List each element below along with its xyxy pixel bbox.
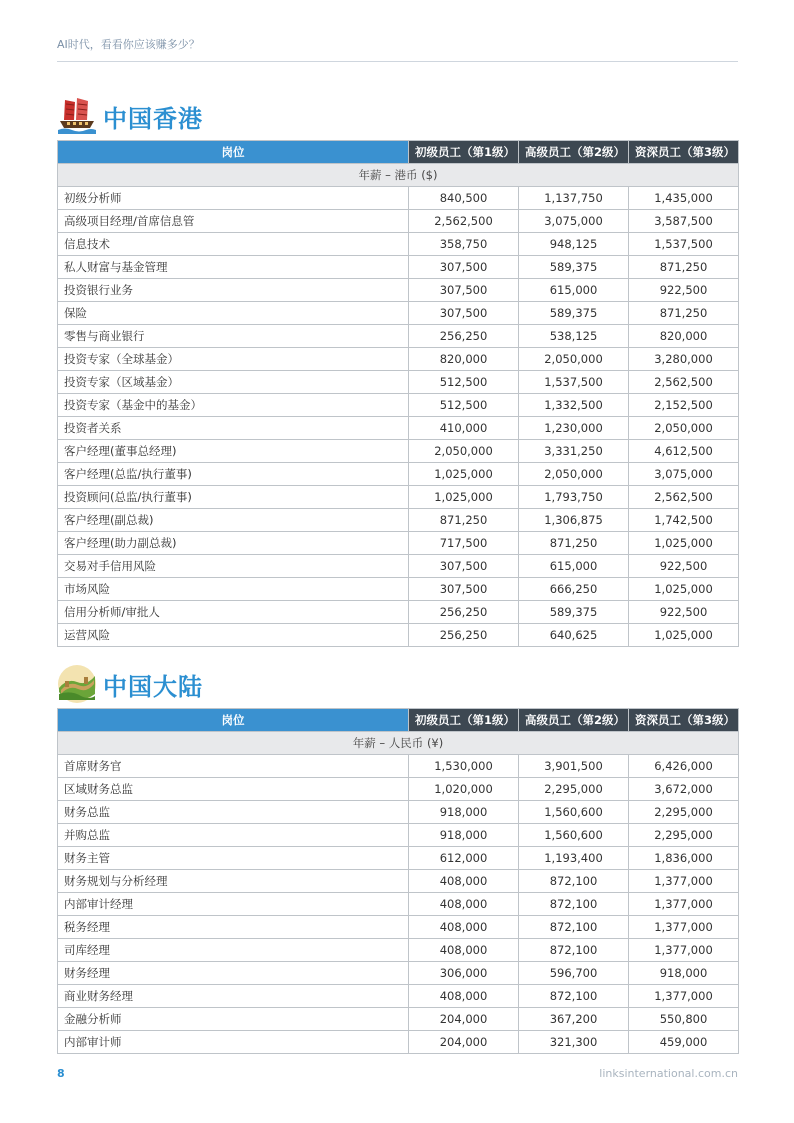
great-wall-icon (57, 664, 97, 704)
column-header-level-1: 初级员工（第1级） (409, 141, 519, 164)
salary-level-2-cell: 596,700 (519, 962, 629, 985)
position-name-cell: 投资专家（区域基金） (58, 371, 409, 394)
table-row (58, 210, 739, 233)
salary-level-3-cell: 1,025,000 (629, 624, 739, 647)
salary-level-3-cell: 1,742,500 (629, 509, 739, 532)
salary-level-1-cell: 871,250 (409, 509, 519, 532)
table-row (58, 371, 739, 394)
salary-level-2-cell: 872,100 (519, 985, 629, 1008)
position-name-cell: 客户经理(副总裁) (58, 509, 409, 532)
position-name-cell: 投资专家（基金中的基金） (58, 394, 409, 417)
salary-level-1-cell: 307,500 (409, 256, 519, 279)
header-title: AI时代，看看你应该赚多少？ (57, 38, 200, 51)
salary-level-2-cell: 321,300 (519, 1031, 629, 1054)
salary-level-1-cell: 307,500 (409, 302, 519, 325)
salary-level-3-cell: 1,025,000 (629, 532, 739, 555)
salary-level-1-cell: 408,000 (409, 870, 519, 893)
position-name-cell: 财务主管 (58, 847, 409, 870)
salary-level-3-cell: 459,000 (629, 1031, 739, 1054)
salary-level-1-cell: 256,250 (409, 325, 519, 348)
section-title-hong-kong (57, 96, 203, 136)
table-row (58, 440, 739, 463)
salary-level-3-cell: 1,377,000 (629, 870, 739, 893)
footer-url: linksinternational.com.cn (599, 1067, 738, 1080)
position-name-cell: 区域财务总监 (58, 778, 409, 801)
salary-level-3-cell: 1,537,500 (629, 233, 739, 256)
salary-level-2-cell: 871,250 (519, 532, 629, 555)
salary-level-2-cell: 1,332,500 (519, 394, 629, 417)
table-row (58, 279, 739, 302)
table-body (58, 732, 739, 1054)
salary-level-2-cell: 872,100 (519, 939, 629, 962)
salary-level-1-cell: 408,000 (409, 939, 519, 962)
salary-level-1-cell: 358,750 (409, 233, 519, 256)
column-header-position: 岗位 (58, 709, 409, 732)
table-row (58, 325, 739, 348)
salary-level-1-cell: 410,000 (409, 417, 519, 440)
salary-level-2-cell: 2,050,000 (519, 463, 629, 486)
salary-level-1-cell: 306,000 (409, 962, 519, 985)
salary-level-2-cell: 1,560,600 (519, 801, 629, 824)
salary-level-3-cell: 2,295,000 (629, 824, 739, 847)
position-name-cell: 内部审计师 (58, 1031, 409, 1054)
position-name-cell: 内部审计经理 (58, 893, 409, 916)
table-row (58, 302, 739, 325)
table-row (58, 847, 739, 870)
salary-level-2-cell: 615,000 (519, 279, 629, 302)
salary-level-1-cell: 307,500 (409, 578, 519, 601)
position-name-cell: 财务规划与分析经理 (58, 870, 409, 893)
position-name-cell: 客户经理(董事总经理) (58, 440, 409, 463)
salary-level-2-cell: 2,050,000 (519, 348, 629, 371)
salary-level-3-cell: 1,377,000 (629, 939, 739, 962)
salary-level-3-cell: 1,377,000 (629, 893, 739, 916)
salary-level-3-cell: 2,295,000 (629, 801, 739, 824)
salary-level-3-cell: 820,000 (629, 325, 739, 348)
salary-level-1-cell: 307,500 (409, 555, 519, 578)
position-name-cell: 市场风险 (58, 578, 409, 601)
table-row (58, 348, 739, 371)
salary-level-2-cell: 589,375 (519, 302, 629, 325)
salary-level-3-cell: 922,500 (629, 601, 739, 624)
table-row (58, 755, 739, 778)
salary-level-1-cell: 717,500 (409, 532, 519, 555)
currency-subheader: 年薪 – 人民币 (¥) (58, 732, 739, 755)
position-name-cell: 私人财富与基金管理 (58, 256, 409, 279)
salary-level-3-cell: 6,426,000 (629, 755, 739, 778)
salary-level-2-cell: 3,331,250 (519, 440, 629, 463)
salary-table-mainland-china (57, 708, 739, 1054)
page-number: 8 (57, 1067, 65, 1080)
table-row (58, 1031, 739, 1054)
salary-level-3-cell: 2,562,500 (629, 486, 739, 509)
salary-level-2-cell: 1,306,875 (519, 509, 629, 532)
table-row (58, 417, 739, 440)
table-row (58, 486, 739, 509)
salary-level-1-cell: 408,000 (409, 985, 519, 1008)
salary-level-3-cell: 1,025,000 (629, 578, 739, 601)
salary-level-1-cell: 256,250 (409, 601, 519, 624)
salary-level-2-cell: 640,625 (519, 624, 629, 647)
column-header-level-2: 高级员工（第2级） (519, 141, 629, 164)
salary-level-3-cell: 922,500 (629, 279, 739, 302)
salary-level-1-cell: 918,000 (409, 801, 519, 824)
table-row (58, 939, 739, 962)
table-row (58, 1008, 739, 1031)
column-header-level-2: 高级员工（第2级） (519, 709, 629, 732)
table-body (58, 164, 739, 647)
salary-level-2-cell: 872,100 (519, 870, 629, 893)
column-header-level-3: 资深员工（第3级） (629, 709, 739, 732)
table-row (58, 578, 739, 601)
salary-level-3-cell: 3,075,000 (629, 463, 739, 486)
salary-level-1-cell: 1,025,000 (409, 486, 519, 509)
salary-level-3-cell: 2,562,500 (629, 371, 739, 394)
position-name-cell: 高级项目经理/首席信息管 (58, 210, 409, 233)
salary-level-1-cell: 204,000 (409, 1008, 519, 1031)
salary-level-1-cell: 820,000 (409, 348, 519, 371)
salary-level-1-cell: 2,050,000 (409, 440, 519, 463)
salary-level-2-cell: 1,537,500 (519, 371, 629, 394)
column-header-level-1: 初级员工（第1级） (409, 709, 519, 732)
table-row (58, 256, 739, 279)
table-subheader-row (58, 732, 739, 755)
table-row (58, 778, 739, 801)
salary-level-2-cell: 2,295,000 (519, 778, 629, 801)
salary-level-2-cell: 3,901,500 (519, 755, 629, 778)
salary-level-2-cell: 367,200 (519, 1008, 629, 1031)
salary-level-2-cell: 1,230,000 (519, 417, 629, 440)
position-name-cell: 信用分析师/审批人 (58, 601, 409, 624)
salary-level-3-cell: 4,612,500 (629, 440, 739, 463)
position-name-cell: 客户经理(总监/执行董事) (58, 463, 409, 486)
salary-level-3-cell: 2,050,000 (629, 417, 739, 440)
salary-level-2-cell: 3,075,000 (519, 210, 629, 233)
salary-level-1-cell: 1,020,000 (409, 778, 519, 801)
salary-level-1-cell: 512,500 (409, 394, 519, 417)
salary-level-1-cell: 612,000 (409, 847, 519, 870)
position-name-cell: 零售与商业银行 (58, 325, 409, 348)
section-title-label: 中国大陆 (103, 672, 203, 701)
salary-level-2-cell: 872,100 (519, 893, 629, 916)
salary-level-3-cell: 871,250 (629, 256, 739, 279)
salary-level-2-cell: 615,000 (519, 555, 629, 578)
salary-level-1-cell: 1,025,000 (409, 463, 519, 486)
table-row (58, 509, 739, 532)
salary-level-1-cell: 512,500 (409, 371, 519, 394)
salary-level-2-cell: 538,125 (519, 325, 629, 348)
table-row (58, 801, 739, 824)
page-header (57, 36, 738, 62)
table-header-row (58, 141, 739, 164)
salary-level-2-cell: 948,125 (519, 233, 629, 256)
table-row (58, 463, 739, 486)
position-name-cell: 并购总监 (58, 824, 409, 847)
table-row (58, 187, 739, 210)
table-row (58, 601, 739, 624)
table-row (58, 824, 739, 847)
salary-level-3-cell: 1,836,000 (629, 847, 739, 870)
salary-level-2-cell: 589,375 (519, 256, 629, 279)
salary-level-2-cell: 1,560,600 (519, 824, 629, 847)
table-row (58, 870, 739, 893)
section-title-label: 中国香港 (103, 104, 203, 133)
salary-level-1-cell: 918,000 (409, 824, 519, 847)
salary-level-1-cell: 256,250 (409, 624, 519, 647)
salary-level-2-cell: 1,137,750 (519, 187, 629, 210)
section-title-mainland-china (57, 664, 203, 704)
junk-boat-icon (57, 96, 97, 136)
table-header-row (58, 709, 739, 732)
position-name-cell: 财务总监 (58, 801, 409, 824)
position-name-cell: 首席财务官 (58, 755, 409, 778)
salary-level-3-cell: 922,500 (629, 555, 739, 578)
position-name-cell: 运营风险 (58, 624, 409, 647)
salary-level-1-cell: 408,000 (409, 916, 519, 939)
currency-subheader: 年薪 – 港币 ($) (58, 164, 739, 187)
table-row (58, 916, 739, 939)
salary-level-3-cell: 1,377,000 (629, 985, 739, 1008)
salary-level-3-cell: 550,800 (629, 1008, 739, 1031)
position-name-cell: 初级分析师 (58, 187, 409, 210)
salary-level-3-cell: 3,672,000 (629, 778, 739, 801)
salary-level-2-cell: 1,193,400 (519, 847, 629, 870)
position-name-cell: 投资银行业务 (58, 279, 409, 302)
salary-level-1-cell: 1,530,000 (409, 755, 519, 778)
salary-level-1-cell: 2,562,500 (409, 210, 519, 233)
position-name-cell: 客户经理(助力副总裁) (58, 532, 409, 555)
salary-level-3-cell: 1,377,000 (629, 916, 739, 939)
salary-level-3-cell: 918,000 (629, 962, 739, 985)
salary-level-3-cell: 2,152,500 (629, 394, 739, 417)
position-name-cell: 投资专家（全球基金） (58, 348, 409, 371)
salary-level-1-cell: 840,500 (409, 187, 519, 210)
position-name-cell: 财务经理 (58, 962, 409, 985)
column-header-position: 岗位 (58, 141, 409, 164)
salary-level-1-cell: 408,000 (409, 893, 519, 916)
salary-level-2-cell: 666,250 (519, 578, 629, 601)
table-row (58, 532, 739, 555)
position-name-cell: 投资顾问(总监/执行董事) (58, 486, 409, 509)
position-name-cell: 金融分析师 (58, 1008, 409, 1031)
salary-level-3-cell: 1,435,000 (629, 187, 739, 210)
position-name-cell: 税务经理 (58, 916, 409, 939)
position-name-cell: 司库经理 (58, 939, 409, 962)
salary-level-2-cell: 1,793,750 (519, 486, 629, 509)
table-row (58, 555, 739, 578)
salary-level-1-cell: 307,500 (409, 279, 519, 302)
position-name-cell: 保险 (58, 302, 409, 325)
position-name-cell: 投资者关系 (58, 417, 409, 440)
table-row (58, 893, 739, 916)
table-subheader-row (58, 164, 739, 187)
salary-level-3-cell: 871,250 (629, 302, 739, 325)
table-row (58, 985, 739, 1008)
table-row (58, 624, 739, 647)
salary-level-2-cell: 872,100 (519, 916, 629, 939)
salary-level-3-cell: 3,587,500 (629, 210, 739, 233)
table-row (58, 233, 739, 256)
position-name-cell: 信息技术 (58, 233, 409, 256)
position-name-cell: 交易对手信用风险 (58, 555, 409, 578)
salary-level-3-cell: 3,280,000 (629, 348, 739, 371)
position-name-cell: 商业财务经理 (58, 985, 409, 1008)
salary-level-2-cell: 589,375 (519, 601, 629, 624)
column-header-level-3: 资深员工（第3级） (629, 141, 739, 164)
table-row (58, 394, 739, 417)
salary-level-1-cell: 204,000 (409, 1031, 519, 1054)
table-row (58, 962, 739, 985)
salary-table-hong-kong (57, 140, 739, 647)
